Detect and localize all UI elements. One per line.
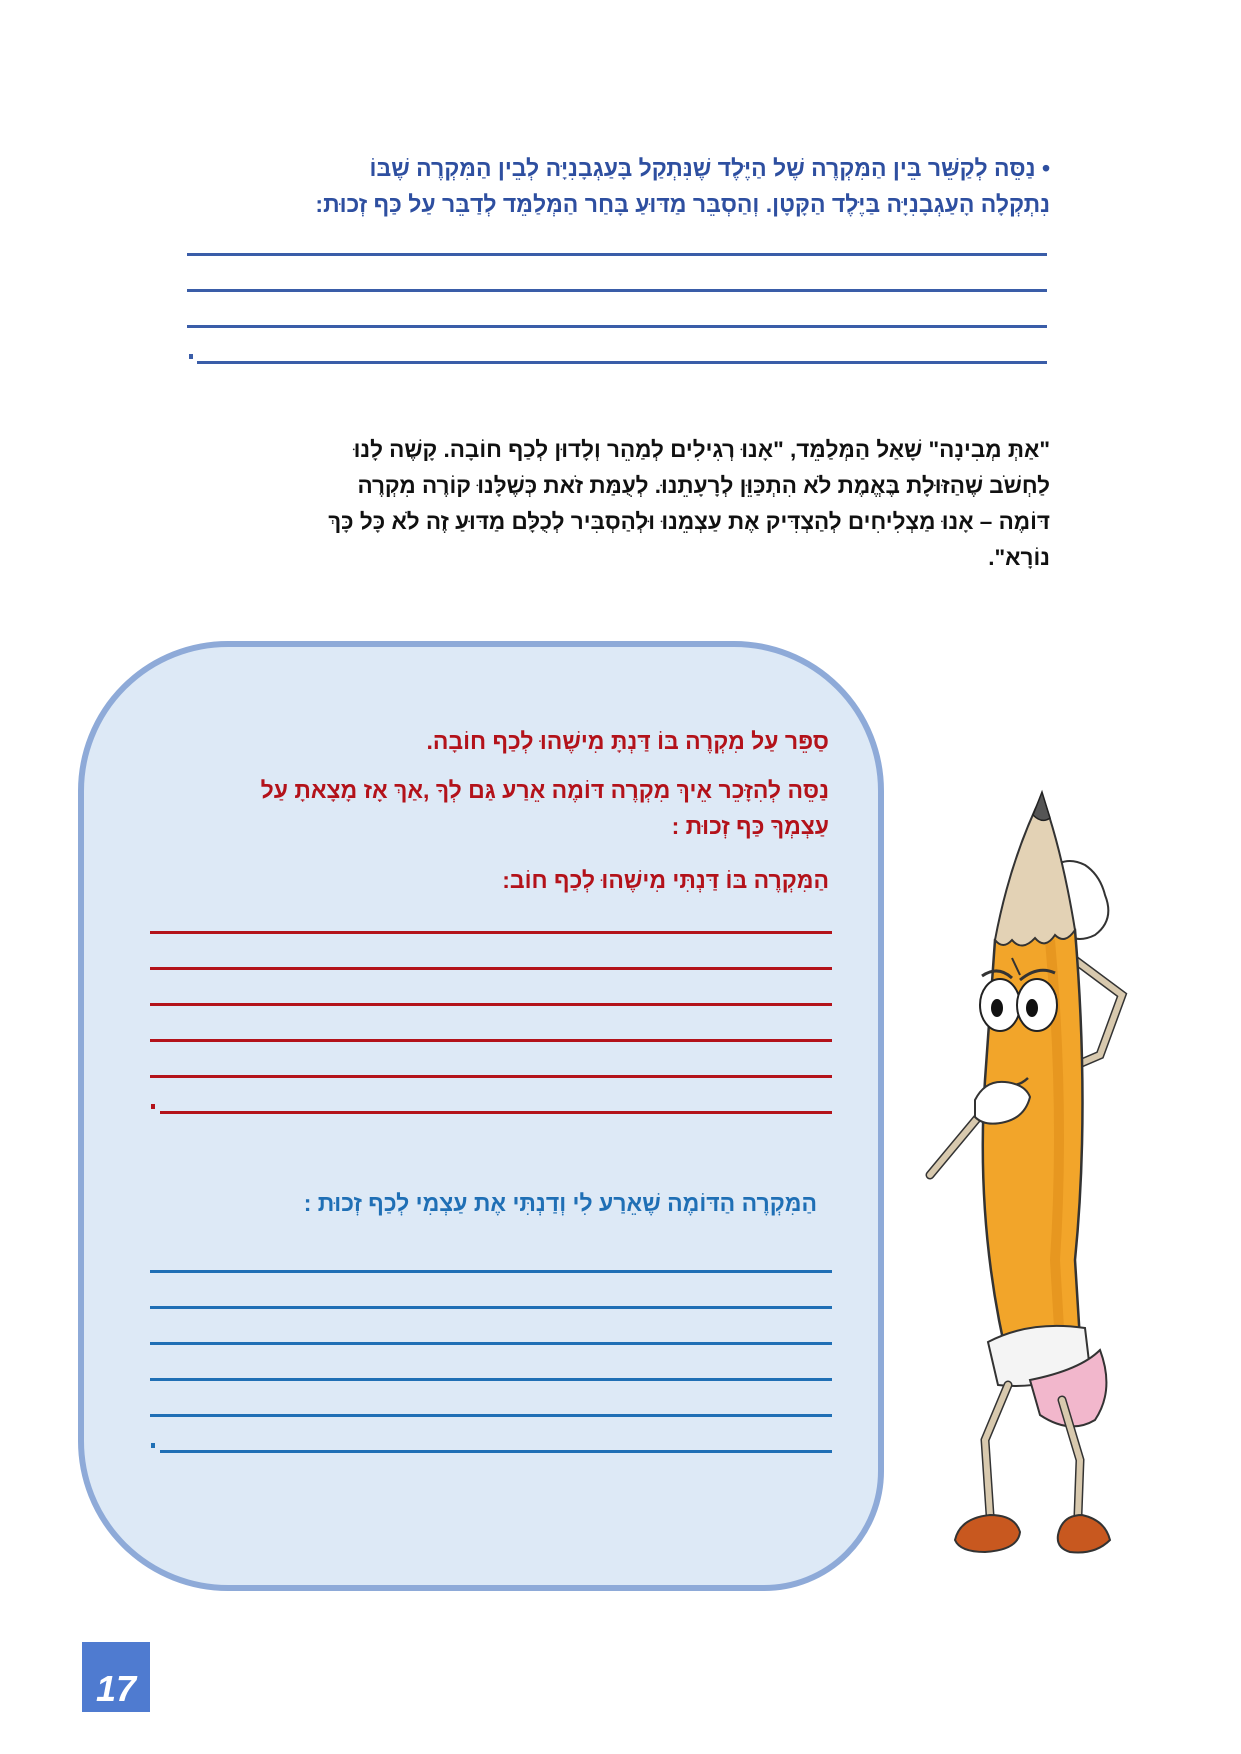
instruction-2-line-1: נַסֵּה לְהִזָּכֵר אֵיךְ מִקְרֶה דּוֹמֶה אֵרַע גַּם לְךָ ,אַךְ אָז מָצָאתָ עַל <box>260 777 829 803</box>
question-1-line-1: • נַסֵּה לְקַשֵּׁר בֵּין הַמִּקְרֶה שֶׁל הַיֶּלֶד שֶׁנִּתְקַל בָּעַגְבָנִיָּה לְבֵין הַמִּקְרֶה שֶׁבּוֹ <box>369 155 1050 181</box>
answer-line-s2-4[interactable] <box>150 1378 832 1381</box>
answer-line-s2-5[interactable] <box>150 1414 832 1417</box>
section-2-label: הַמִּקְרֶה הַדּוֹמֶה שֶׁאֵרַע לִי וְדַנְתִּי אֶת עַצְמִי לְכַף זְכוּת : <box>303 1190 817 1216</box>
section-1-label: הַמִּקְרֶה בּוֹ דַּנְתִּי מִישֶׁהוּ לְכַף חוֹב: <box>502 867 829 893</box>
period-mark <box>151 1443 155 1448</box>
paragraph-line: לַחְשֹׁב שֶׁהַזּוּלָת בֶּאֱמֶת לֹא הִתְכַּוֵּן לְרָעָתֵנוּ. לְעֻמַּת זֹאת כְּשֶׁלָּנוּ קוֹרֶה מִקְרֶה <box>357 473 1050 498</box>
page-number: 17 <box>82 1642 150 1712</box>
answer-line-q1-3[interactable] <box>187 325 1047 328</box>
paragraph-line: "אַתְּ מְבִינָה" שָׁאַל הַמְּלַמֵּד, "אָנוּ רְגִילִים לְמַהֵר וְלָדוּן לְכַף חוֹבָה. קָשֶׁה לָנוּ <box>353 437 1050 462</box>
answer-line-s1-4[interactable] <box>150 1039 832 1042</box>
answer-line-s2-6[interactable] <box>160 1450 832 1453</box>
answer-line-s2-2[interactable] <box>150 1306 832 1309</box>
question-1-line-2: נִתְקְלָה הָעַגְבָנִיָּה בַּיֶּלֶד הַקָּטָן. וְהַסְבֵּר מַדּוּעַ בָּחַר הַמְּלַמֵּד לְדַבֵּר עַל כַּף זְכוּת: <box>315 191 1050 217</box>
question-1 <box>190 150 1050 222</box>
answer-line-s1-1[interactable] <box>150 931 832 934</box>
pencil-character-icon <box>890 780 1150 1560</box>
answer-line-s2-3[interactable] <box>150 1342 832 1345</box>
period-mark <box>189 354 193 359</box>
answer-line-s1-5[interactable] <box>150 1075 832 1078</box>
instruction-1: סַפֵּר עַל מִקְרֶה בּוֹ דַּנְתָּ מִישֶׁהוּ לְכַף חוֹבָה. <box>426 728 829 754</box>
quote-paragraph <box>195 432 1050 576</box>
paragraph-line: דּוֹמֶה – אָנוּ מַצְלִיחִים לְהַצְדִּיק אֶת עַצְמֵנוּ וּלְהַסְבִּיר לְכֻלָּם מַדּוּעַ זֶה לֹא כָּל כָּךְ <box>328 509 1050 534</box>
answer-line-s2-1[interactable] <box>150 1270 832 1273</box>
answer-line-q1-1[interactable] <box>187 253 1047 256</box>
instruction-2-line-2: עַצְמְךָ כַּף זְכוּת : <box>671 813 829 839</box>
period-mark <box>151 1104 155 1109</box>
answer-line-s1-2[interactable] <box>150 967 832 970</box>
answer-line-q1-2[interactable] <box>187 289 1047 292</box>
answer-line-s1-3[interactable] <box>150 1003 832 1006</box>
answer-line-s1-6[interactable] <box>160 1111 832 1114</box>
bullet: • <box>1041 155 1050 181</box>
paragraph-line: נוֹרָא". <box>988 545 1050 570</box>
answer-line-q1-4[interactable] <box>197 361 1047 364</box>
